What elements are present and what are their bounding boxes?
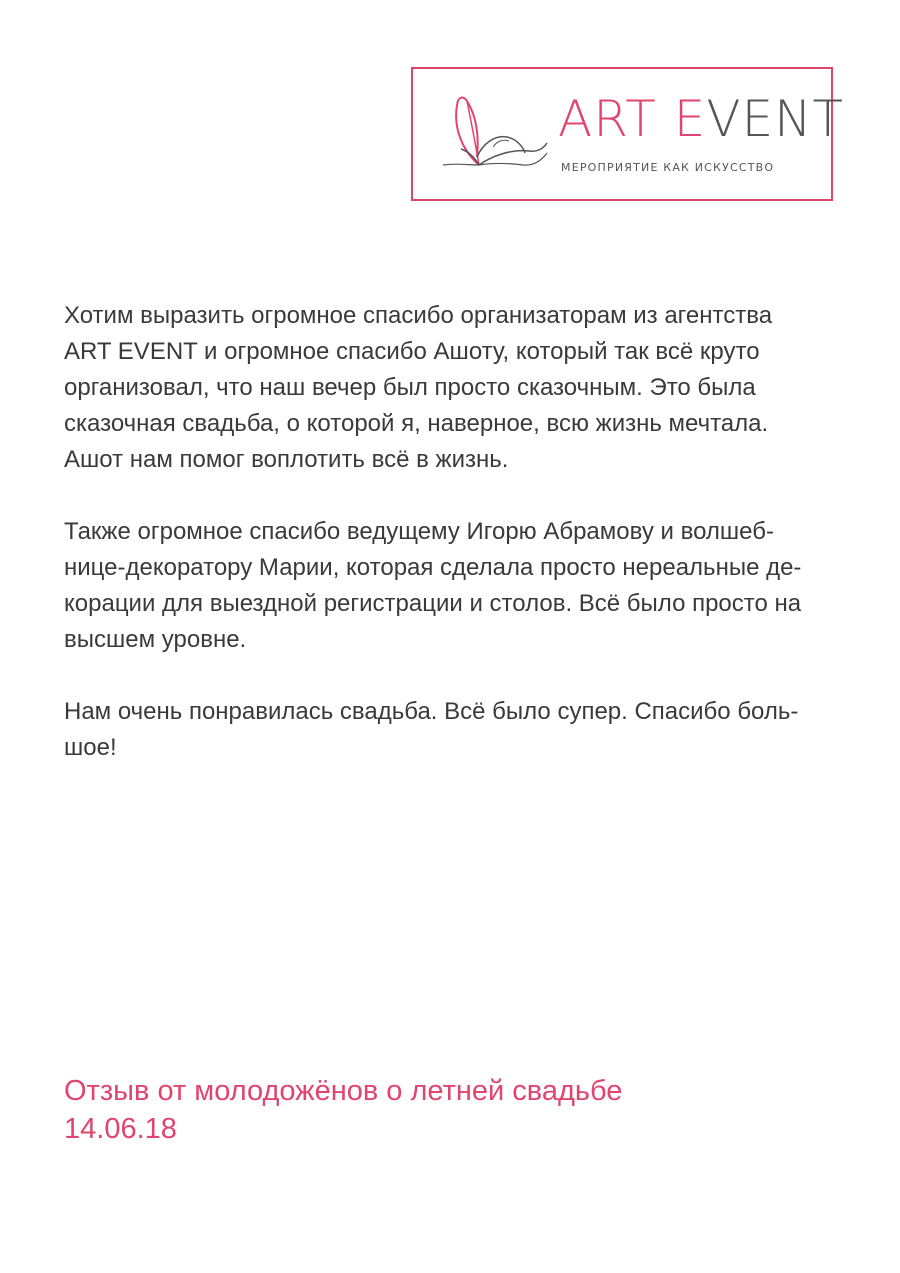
logo-wordmark [558,91,844,147]
review-line: Нам очень понравилась свадьба. Всё было супер. Спасибо боль- [64,698,799,725]
butterfly-logo-icon [433,91,555,173]
review-line: сказочная свадьба, о которой я, наверное, всю жизнь мечтала. [64,410,769,437]
review-line: шое! [64,734,117,761]
review-line: нице-декоратору Марии, которая сделала просто нереальные де- [64,554,802,581]
logo-word-event-rest: VENT [706,90,845,148]
review-caption [64,1072,622,1148]
logo-frame [411,67,845,201]
review-line: Ашот нам помог воплотить всё в жизнь. [64,446,509,473]
review-line: Хотим выразить огромное спасибо организаторам из агентства [64,302,773,329]
review-paragraph [64,694,854,766]
review-line: корации для выездной регистрации и столов. Всё было просто на [64,590,802,617]
review-line: Также огромное спасибо ведущему Игорю Абрамову и волшеб- [64,518,774,545]
caption-date: 14.06.18 [64,1113,177,1145]
review-text [64,298,854,802]
review-line: ART EVENT и огромное спасибо Ашоту, который так всё круто [64,338,760,365]
logo-word-art: ART [558,90,657,148]
review-paragraph [64,514,854,658]
logo-tagline: МЕРОПРИЯТИЕ КАК ИСКУССТВО [561,161,775,174]
review-paragraph [64,298,854,478]
review-line: высшем уровне. [64,626,247,653]
review-line: организовал, что наш вечер был просто сказочным. Это была [64,374,756,401]
caption-title: Отзыв от молодожёнов о летней свадьбе [64,1075,623,1107]
logo-word-event-initial: E [673,90,707,148]
